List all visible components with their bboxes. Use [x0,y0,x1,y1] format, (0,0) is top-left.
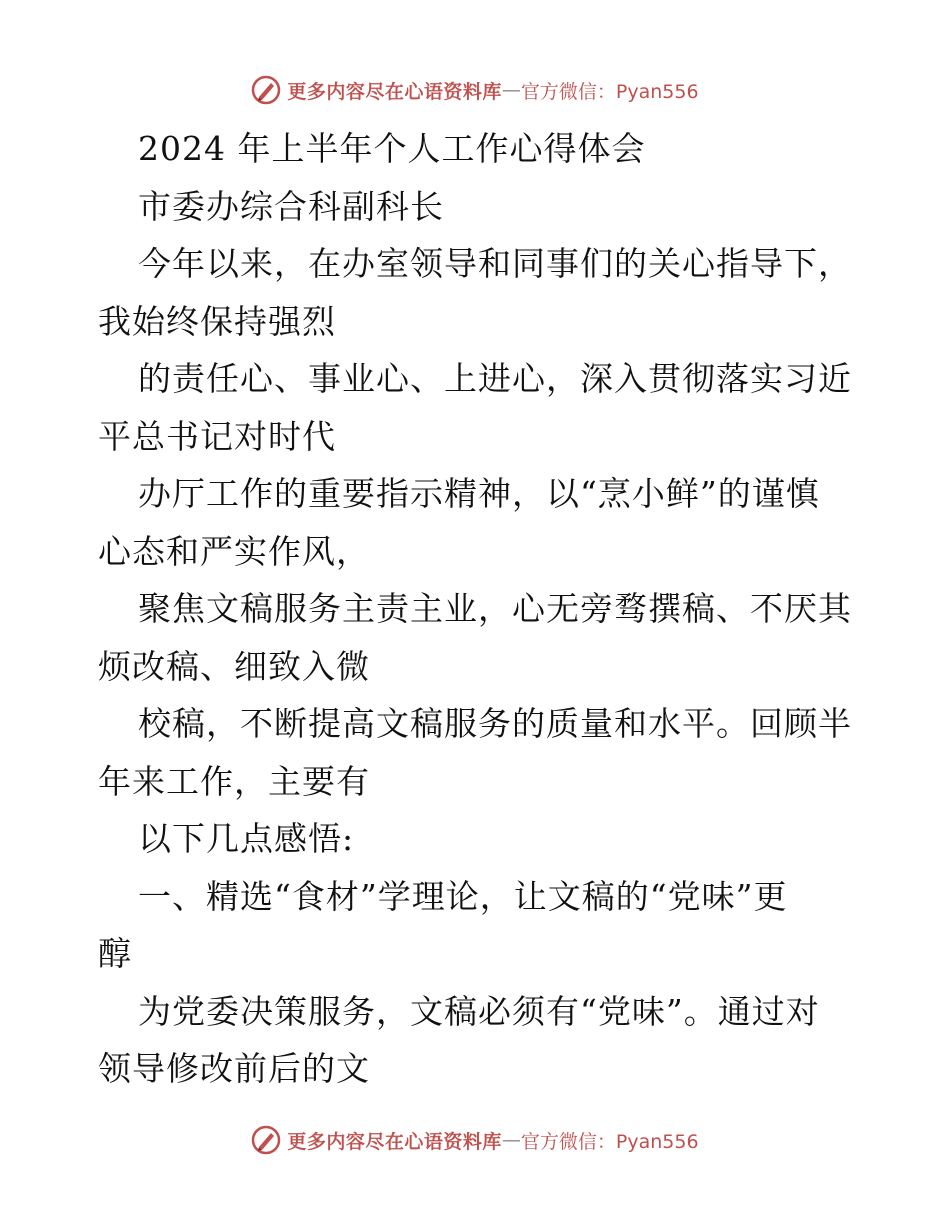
pen-logo-icon [251,75,281,105]
paragraph-line: 年来工作，主要有 [98,761,370,801]
paragraph-line: 聚焦文稿服务主责主业，心无旁骛撰稿、不厌其 [138,589,852,628]
watermark-separator: — [501,79,521,101]
paragraph-line: 心态和严实作风， [98,531,370,571]
watermark-account-text: 官方微信：Pyan556 [520,80,699,103]
section-heading-continuation: 醇 [98,934,132,973]
paragraph-line: 校稿，不断提高文稿服务的质量和水平。回顾半 [138,704,852,743]
watermark-main-text: 更多内容尽在心语资料库 [287,1130,502,1153]
footer-watermark [0,1120,950,1160]
header-watermark [0,70,950,110]
section-heading: 一、精选“食材”学理论，让文稿的“党味”更 [138,876,788,916]
paragraph-line: 为党委决策服务，文稿必须有“党味”。通过对 [138,991,820,1031]
paragraph-line: 平总书记对时代 [98,416,336,456]
watermark-account-text: 官方微信：Pyan556 [520,1130,699,1153]
document-title: 2024 年上半年个人工作心得体会 [138,129,646,168]
paragraph-line: 的责任心、事业心、上进心，深入贯彻落实习近 [138,359,852,398]
paragraph-line: 我始终保持强烈 [98,301,336,341]
pen-logo-icon [251,1125,281,1155]
author-position: 市委办综合科副科长 [138,186,444,226]
paragraph-line: 以下几点感悟: [138,819,355,858]
document-body [98,120,858,1098]
watermark-separator: — [501,1129,521,1151]
paragraph-line: 烦改稿、细致入微 [98,646,370,686]
watermark-main-text: 更多内容尽在心语资料库 [287,80,502,103]
paragraph-line: 办厅工作的重要指示精神，以“烹小鲜”的谨慎 [138,474,820,513]
paragraph-line: 领导修改前后的文 [98,1049,370,1088]
paragraph-line: 今年以来，在办室领导和同事们的关心指导下， [138,244,852,283]
